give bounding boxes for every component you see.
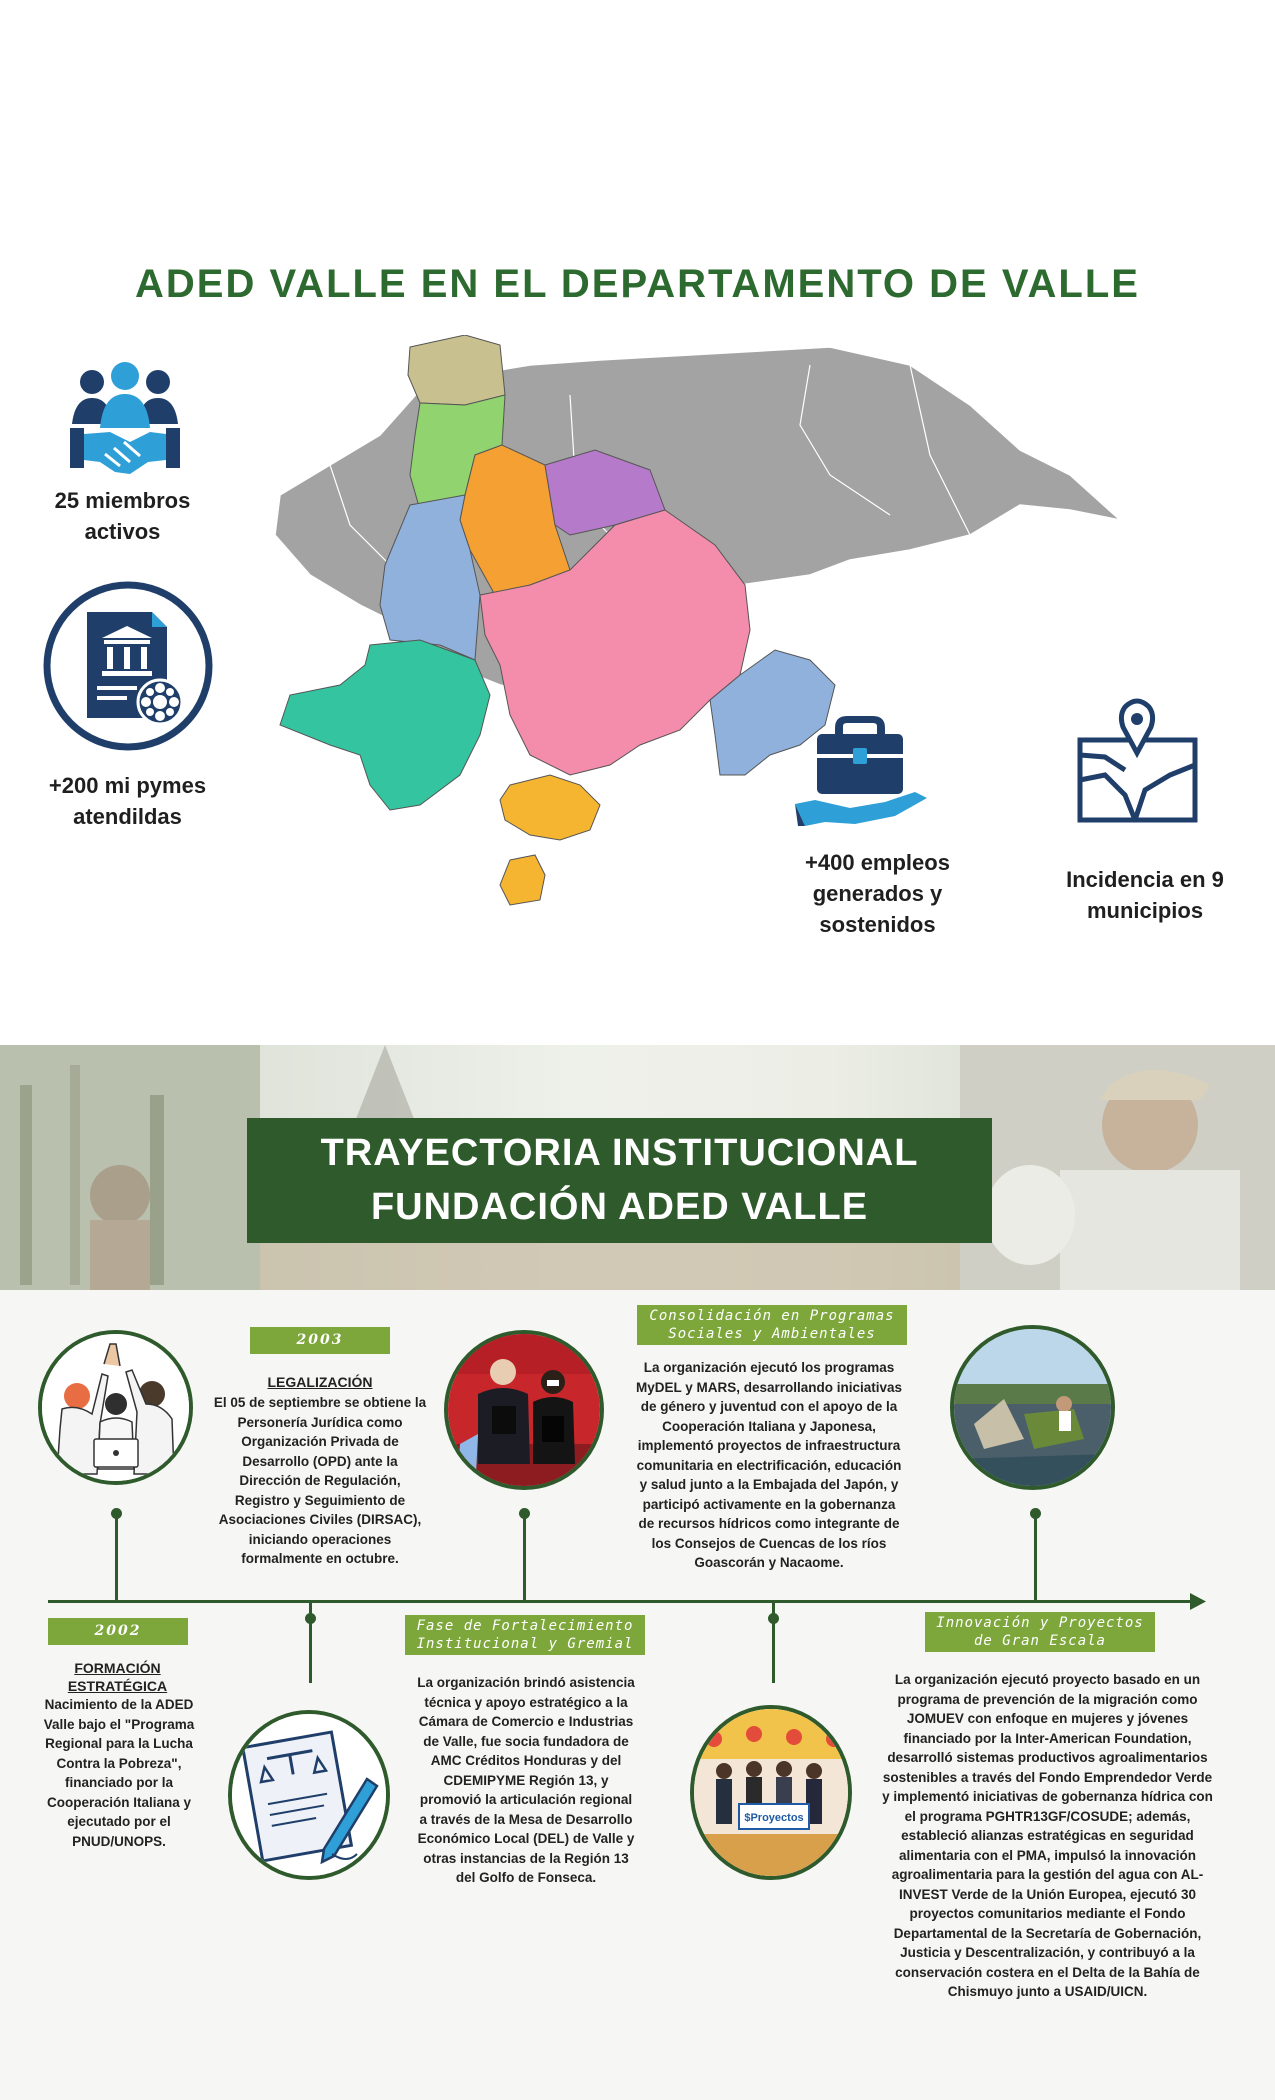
event-body-2002: Nacimiento de la ADED Valle bajo el "Programa Regional para la Lucha Contra la Pobreza", financiado por la Cooperación Italiana y ejecutado por el PNUD/UNOPS. [43, 1697, 195, 1849]
contract-illustration [228, 1710, 390, 1880]
teamwork-icon [42, 1334, 189, 1481]
phase-tag-consolidacion: Consolidación en Programas Sociales y Ambientales [637, 1305, 907, 1345]
signing-ceremony-photo [444, 1330, 604, 1490]
phase-tag-innovacion: Innovación y Proyectos de Gran Escala [925, 1612, 1155, 1652]
region-teal [280, 640, 490, 810]
stat-municipalities: Incidencia en 9 municipios [1066, 867, 1224, 923]
banner-title-line1: TRAYECTORIA INSTITUCIONAL [320, 1132, 919, 1174]
river-community-photo [950, 1325, 1115, 1490]
timeline-node [305, 1613, 316, 1624]
region-orange-valle [500, 775, 600, 840]
timeline-axis [48, 1600, 1198, 1603]
year-tag-2003: 2003 [250, 1327, 390, 1354]
group-photo-illustration [694, 1709, 848, 1876]
event-body-consolidacion: La organización ejecutó los programas MyDEL y MARS, desarrollando iniciativas de género y juventud con el apoyo de la Cooperación Italiana y Japonesa, implementó proyectos de infraestructura comunitaria en electrificación, educación y salud junto a la Embajada del Japón, y participó activamente en la gobernanza de recursos hídricos como integrante de los Consejos de Cuencas de los ríos Goascorán y Nacaome. [635, 1360, 903, 1570]
document-institution-icon [42, 580, 214, 752]
year-tag-2002: 2002 [48, 1618, 188, 1645]
timeline-stem [523, 1513, 526, 1600]
people-handshake-icon [70, 362, 180, 477]
timeline-stem [115, 1513, 118, 1600]
timeline-banner [247, 1118, 992, 1243]
timeline-section [0, 1045, 1275, 2100]
stat-members: 25 miembros activos [54, 488, 191, 544]
group-event-photo [690, 1705, 852, 1880]
honduras-map [270, 335, 1130, 915]
legal-document-icon [232, 1714, 386, 1876]
banner-title-line2: FUNDACIÓN ADED VALLE [370, 1186, 869, 1228]
event-heading-formacion: FORMACIÓN ESTRATÉGICA [67, 1660, 168, 1694]
timeline-stem [1034, 1513, 1037, 1600]
page-title: ADED VALLE EN EL DEPARTAMENTO DE VALLE [135, 262, 1140, 306]
timeline-arrow-icon [1190, 1593, 1206, 1610]
briefcase-hand-icon [795, 712, 930, 827]
photo-caption: $Proyectos [744, 1812, 804, 1824]
region-orange-island [500, 855, 545, 905]
stat-employment: +400 empleos generados y sostenidos [805, 850, 950, 937]
region-khaki [408, 335, 505, 405]
map-section [0, 0, 1275, 1045]
stat-pymes: +200 mi pymes atendildas [48, 773, 207, 829]
timeline-node [768, 1613, 779, 1624]
river-photo-illustration [954, 1329, 1111, 1486]
map-pin-icon [1075, 695, 1200, 825]
event-heading-legalizacion: LEGALIZACIÓN [267, 1374, 373, 1390]
phase-tag-fortalecimiento: Fase de Fortalecimiento Institucional y Gremial [405, 1615, 645, 1655]
signing-photo-illustration [448, 1334, 600, 1486]
event-body-2003: El 05 de septiembre se obtiene la Personería Jurídica como Organización Privada de Desarrollo (OPD) ante la Dirección de Regulación, Registro y Seguimiento de Asociaciones Civiles (DIRSAC), iniciando operaciones formalmente en octubre. [213, 1395, 427, 1566]
event-body-fortalecimiento: La organización brindó asistencia técnica y apoyo estratégico a la Cámara de Comercio e Industrias de Valle, fue socia fundadora de AMC Créditos Honduras y del CDEMIPYME Región 13, y promovió la articulación regional a través de la Mesa de Desarrollo Económico Local (DEL) de Valle y otras instancias de la Región 13 del Golfo de Fonseca. [417, 1675, 635, 1885]
event-body-innovacion: La organización ejecutó proyecto basado en un programa de prevención de la migración como JOMUEV con enfoque en mujeres y jóvenes financiado por la Inter-American Foundation, desarrolló sistemas productivos agroalimentarios sostenibles a través del Fondo Emprendedor Verde y implementó iniciativas de gobernanza hídrica con el programa PGHTR13GF/COSUDE; además, estableció alianzas estratégicas en seguridad alimentaria con el PMA, impulsó la innovación agroalimentaria para la gestión del agua con AL-INVEST Verde de la Unión Europea, ejecutó 30 proyectos comunitarios mediante el Fondo Departamental de la Secretaría de Gobernación, Justicia y Descentralización, y contribuyó a la conservación costera en el Delta de la Bahía de Chismuyo junto a USAID/UICN. [882, 1672, 1213, 1999]
high-five-illustration [38, 1330, 193, 1485]
